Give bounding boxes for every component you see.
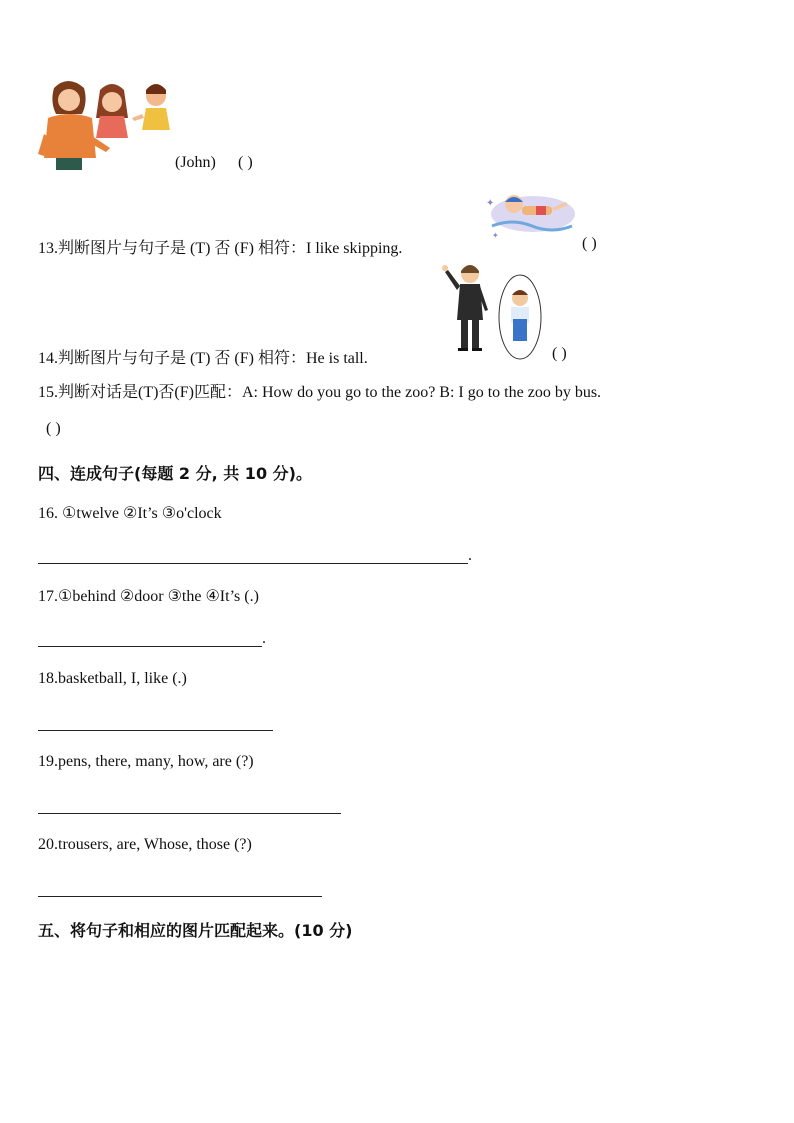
q16-question: 16. ①twelve ②It’s ③o'clock [38, 505, 222, 522]
q13-question: 13.判断图片与句子是 (T) 否 (F) 相符：I like skipping. [38, 240, 403, 257]
q14-answer-blank[interactable]: ( ) [552, 345, 567, 362]
svg-text:✦: ✦ [492, 231, 499, 240]
q15-answer-blank[interactable]: ( ) [46, 420, 61, 437]
q16-answer-line[interactable] [38, 563, 468, 564]
q20-answer-line[interactable] [38, 896, 322, 897]
q16-period: . [468, 547, 472, 564]
q14-question: 14.判断图片与句子是 (T) 否 (F) 相符：He is tall. [38, 350, 368, 367]
q15-question: 15.判断对话是(T)否(F)匹配：A: How do you go to the zoo? B: I go to the zoo by bus. [38, 384, 602, 401]
svg-text:✦: ✦ [486, 198, 495, 209]
q12-answer-blank[interactable]: ( ) [238, 154, 253, 171]
section-5-title: 五、将句子和相应的图片匹配起来。(10 分) [38, 921, 353, 940]
q20-question: 20.trousers, are, Whose, those (?) [38, 836, 252, 853]
q13-answer-blank[interactable]: ( ) [582, 235, 597, 252]
q17-answer-line[interactable] [38, 646, 262, 647]
tall-man-and-boy-illustration [440, 262, 550, 362]
q18-answer-line[interactable] [38, 730, 273, 731]
section-4-title: 四、连成句子(每题 2 分, 共 10 分)。 [38, 464, 312, 483]
swimming-boy-illustration [478, 186, 578, 246]
q19-question: 19.pens, there, many, how, are (?) [38, 753, 254, 770]
q17-question: 17.①behind ②door ③the ④It’s (.) [38, 588, 259, 605]
three-people-illustration [36, 78, 176, 173]
q12-name-label: (John) [175, 154, 216, 171]
q18-question: 18.basketball, I, like (.) [38, 670, 187, 687]
q17-period: . [262, 630, 266, 647]
q19-answer-line[interactable] [38, 813, 341, 814]
